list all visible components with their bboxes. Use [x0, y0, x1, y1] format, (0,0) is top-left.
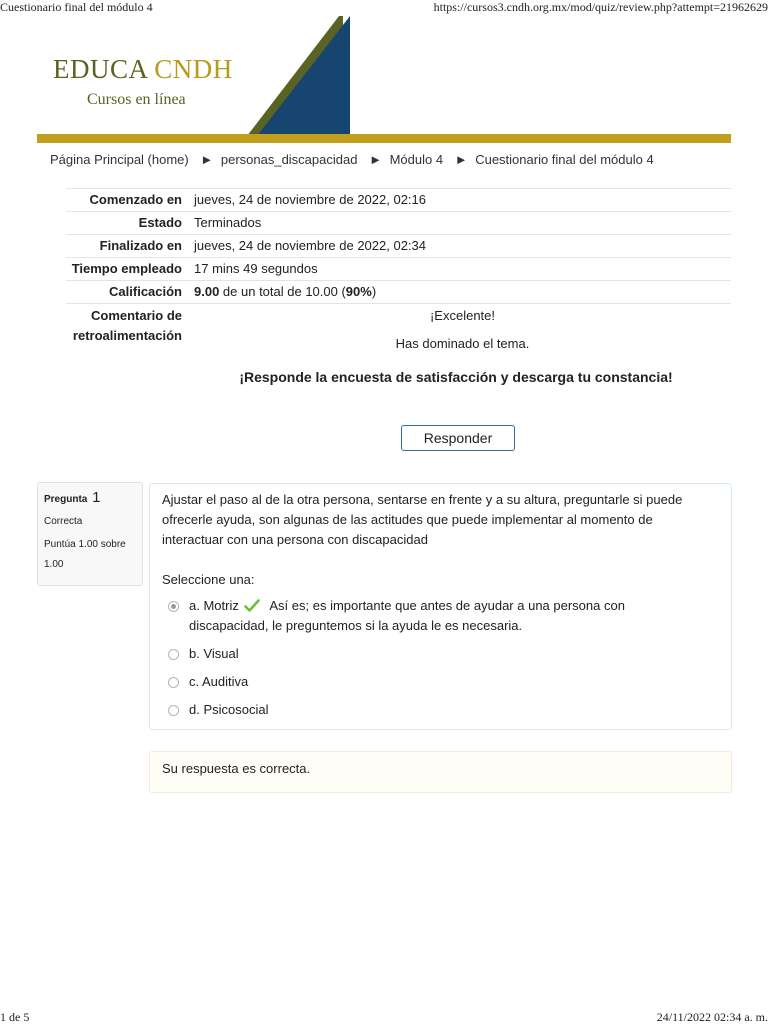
answer-label: a. Motriz	[189, 598, 239, 613]
summary-value: jueves, 24 de noviembre de 2022, 02:16	[194, 192, 427, 207]
answer-label: b. Visual	[189, 646, 239, 661]
radio-icon[interactable]	[168, 601, 179, 612]
answer-option-c[interactable]	[162, 672, 719, 692]
grade-text-end: )	[371, 284, 377, 299]
attempt-summary-table	[66, 188, 731, 354]
answer-text	[189, 596, 649, 636]
question-text: Ajustar el paso al de la otra persona, sentarse en frente y a su altura, preguntarle si puede ofrecerle ayuda, son algunas de las actitudes que puede implementar al momento de interactuar con una persona con discapacidad	[162, 492, 683, 547]
site-logo[interactable]	[53, 54, 233, 85]
summary-row-feedback	[66, 303, 731, 354]
question-outcome: Su respuesta es correcta.	[149, 751, 732, 793]
breadcrumb-separator-icon: ►	[200, 152, 214, 167]
print-datetime: 24/11/2022 02:34 a. m.	[656, 1010, 768, 1024]
banner-divider	[37, 134, 731, 143]
summary-label: Estado	[138, 215, 182, 230]
answer-label: d. Psicosocial	[189, 702, 269, 717]
respond-button[interactable]: Responder	[401, 425, 515, 451]
print-page-title: Cuestionario final del módulo 4	[0, 0, 153, 14]
summary-label: Calificación	[109, 284, 182, 299]
summary-label: Tiempo empleado	[71, 261, 182, 276]
answer-feedback: Así es; es importante que antes de ayudar a una persona con discapacidad, le preguntemos si la ayuda le es necesaria.	[189, 598, 625, 633]
survey-message: ¡Responde la encuesta de satisfacción y descarga tu constancia!	[239, 369, 673, 385]
print-header	[0, 0, 768, 16]
question-info	[37, 482, 143, 586]
grade-percent: 90%	[345, 284, 372, 299]
print-page-number: 1 de 5	[0, 1010, 30, 1024]
overall-feedback	[194, 306, 731, 354]
summary-value: 17 mins 49 segundos	[194, 261, 318, 276]
site-banner	[37, 16, 731, 143]
print-page-url: https://cursos3.cndh.org.mx/mod/quiz/review.php?attempt=21962629	[433, 0, 768, 14]
breadcrumb-separator-icon: ►	[369, 152, 382, 167]
grade-value	[194, 282, 376, 302]
question-content	[149, 483, 732, 730]
logo-text-cndh: CNDH	[154, 54, 233, 84]
question-prompt: Seleccione una:	[162, 572, 255, 587]
question-state: Correcta	[44, 516, 83, 527]
radio-icon[interactable]	[168, 705, 179, 716]
banner-graphic-icon	[247, 16, 350, 136]
summary-label: Finalizado en	[99, 238, 182, 253]
radio-icon[interactable]	[168, 649, 179, 660]
summary-row-started	[66, 188, 731, 211]
question-grade: Puntúa 1.00 sobre 1.00	[44, 539, 126, 570]
question-label: Pregunta	[44, 494, 88, 505]
feedback-line: Has dominado el tema.	[395, 336, 530, 351]
logo-text-educa: EDUCA	[53, 54, 148, 84]
summary-label: Comenzado en	[89, 192, 182, 207]
radio-icon[interactable]	[168, 677, 179, 688]
breadcrumb-separator-icon: ►	[454, 152, 468, 167]
breadcrumb-module[interactable]: Módulo 4	[389, 152, 444, 167]
checkmark-icon	[244, 599, 260, 613]
answer-option-a[interactable]	[162, 596, 719, 636]
breadcrumb-current[interactable]: Cuestionario final del módulo 4	[475, 152, 654, 167]
feedback-line: ¡Excelente!	[429, 308, 496, 323]
answer-option-d[interactable]	[162, 700, 719, 720]
answer-list	[162, 596, 719, 720]
summary-label: Comentario de retroalimentación	[72, 308, 182, 343]
summary-row-finished	[66, 234, 731, 257]
breadcrumb	[50, 152, 654, 167]
answer-label: c. Auditiva	[189, 674, 249, 689]
summary-value: Terminados	[194, 215, 262, 230]
grade-score: 9.00	[194, 284, 220, 299]
question-number-value: 1	[92, 489, 101, 506]
summary-row-time	[66, 257, 731, 280]
summary-value: jueves, 24 de noviembre de 2022, 02:34	[194, 238, 427, 253]
grade-text: de un total de 10.00 (	[219, 284, 346, 299]
breadcrumb-course[interactable]: personas_discapacidad	[220, 152, 358, 167]
question-number	[44, 489, 136, 506]
answer-option-b[interactable]	[162, 644, 719, 664]
site-subtitle: Cursos en línea	[87, 91, 186, 108]
summary-row-grade	[66, 280, 731, 303]
breadcrumb-home[interactable]: Página Principal (home)	[50, 152, 189, 167]
summary-row-state	[66, 211, 731, 234]
